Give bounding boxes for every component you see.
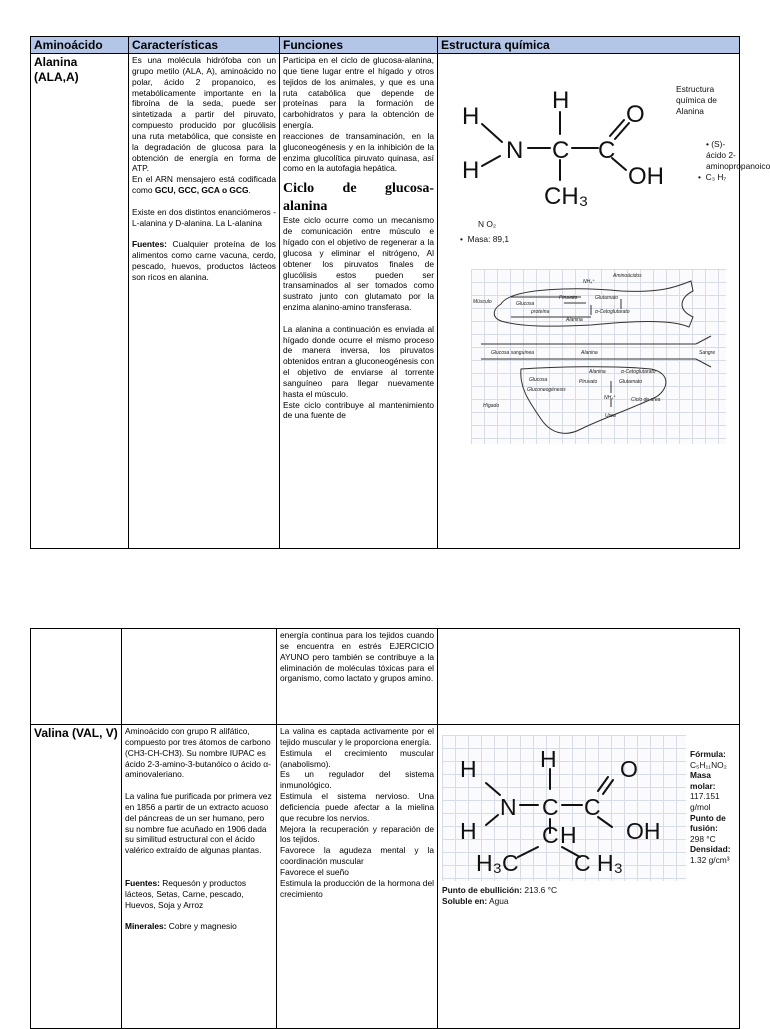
val-atom-h2: H — [540, 746, 557, 772]
valina-formula-value: C₅H₁₁NO₂ — [690, 759, 727, 770]
valina-densidad-label: Densidad: — [690, 844, 731, 855]
alanina-caract-p3: Existe en dos distintos enanciómeros - L-alanina y D-alanina. La L-alanina — [132, 206, 276, 228]
valina-densidad-value: 1.32 g/cm³ — [690, 854, 730, 865]
valina-minerales-label: Minerales: — [125, 921, 167, 932]
diag-musculo: Músculo — [473, 299, 492, 305]
ala-atom-c1: C — [552, 137, 570, 164]
valina-caract-p2: La valina fue purificada por primera vez en 1856 a partir de un extracto acuoso del páncreas de un ser humano, pero su nombre fue acuñado en 1906 dada su similitud estructural con el ácido valérico extraído de algunas plantas. — [125, 791, 272, 856]
valina-minerales — [125, 921, 273, 932]
val-atom-c1: C — [542, 794, 559, 820]
ala-atom-h3: H — [462, 157, 480, 184]
alanina-func-p3: Este ciclo ocurre como un mecanismo de comunicación entre músculo e hígado con el objetivo de regenerar a la glucosa y eliminar el nitrógeno, Al obtener los piruvatos finales de glucólisis estos pueden ser transaminados al ser tomados como sustrato junto con glutamato por la enzima alanino-amino transferasa. — [283, 215, 434, 313]
valina-ebullicion-value: 213.6 °C — [522, 885, 558, 895]
valina-soluble-label: Soluble en: — [442, 896, 488, 906]
diag-glucosa-2: Glucosa — [529, 377, 548, 383]
header-estructura: Estructura química — [438, 37, 740, 54]
diag-aminoacidos: Aminoácidos — [613, 273, 642, 279]
diag-glutamato-2: Glutamato — [619, 379, 643, 385]
valina-masa-value: 117.151 g/mol — [690, 791, 720, 812]
amino-table-alanina — [30, 36, 770, 549]
amino-table-valina — [30, 628, 740, 1029]
ala-atom-n: N — [506, 137, 524, 164]
cell-cont-caract — [122, 629, 277, 725]
diag-nh4-low: NH₄⁺ — [604, 395, 616, 401]
valina-func-line: Favorece la agudeza mental y la coordinación muscular — [280, 845, 434, 867]
ciclo-diagram — [471, 269, 726, 444]
valina-func-line: Estimula el sistema nervioso. Una deficiencia puede afectar a la mielina que recubre los nervios. — [280, 791, 434, 823]
diag-glutamato: Glutamato — [595, 295, 619, 301]
valina-ebullicion — [442, 885, 557, 896]
header-funciones: Funciones — [280, 37, 438, 54]
cell-cont-estructura — [438, 629, 740, 725]
alanina-arn-end: . — [248, 185, 251, 196]
val-atom-h3c: H₃C — [476, 850, 519, 876]
cell-cont-funciones — [277, 629, 438, 725]
alanina-structure-drawing — [452, 84, 674, 214]
valina-func-line: Estimula la producción de la hormona del crecimiento — [280, 877, 434, 899]
diag-ciclo-urea: Ciclo de urea — [631, 397, 661, 403]
alanina-arn-text: En el ARN mensajero está codificada como — [132, 174, 276, 196]
cell-alanina-name — [31, 54, 129, 549]
val-atom-h1: H — [460, 756, 477, 782]
cell-valina-name — [31, 725, 122, 1029]
cell-alanina-funciones — [280, 54, 438, 549]
valina-masa-label: Masa molar: — [690, 770, 716, 791]
alanina-func-p5: Este ciclo contribuye al mantenimiento de una fuente de — [283, 399, 434, 421]
cell-valina-caracteristicas — [122, 725, 277, 1029]
ala-atom-oh: OH — [628, 163, 664, 190]
val-atom-h3: H — [460, 818, 477, 844]
alanina-fuentes-text: Cualquier proteína de los alimentos como carne vacuna, cerdo, pescado, huevos, productos lácteos son ricos en alanina. — [132, 239, 276, 282]
valina-func-line: Es un regulador del sistema inmunológico. — [280, 769, 434, 791]
alanina-fuentes — [132, 239, 276, 282]
valina-caract-text — [122, 725, 276, 932]
valina-fusion-value: 298 °C — [690, 833, 716, 844]
alanina-func-p1: Participa en el ciclo de glucosa-alanina, que tiene lugar entre el hígado y otros tejidos de los animales, y que es una ruta catabólica que depende de proteínas para la formación de carbohidratos y para la obtención de energía. — [283, 55, 434, 131]
alanina-caract-text — [129, 54, 279, 283]
row-alanina — [31, 54, 740, 549]
diag-alanina-2: Alanina — [589, 369, 606, 375]
row-valina — [31, 725, 740, 1029]
alanina-caract-p1: Es una molécula hidrófoba con un grupo metilo (ALA, A), aminoácido no polar, ácido 2 propanoico, es metabólicamente importante en la fibroína de la seda, puede ser sintetizada a partir del piruvato, compuesto producido por glucólisis una ruta metabólica, que consiste en la degradación de glucosa para la obtención de energía en forma de ATP. — [132, 55, 276, 174]
valina-func-line: Favorece el sueño — [280, 866, 349, 877]
valina-ebullicion-label: Punto de ebullición: — [442, 885, 523, 895]
valina-structure-svg — [442, 735, 686, 881]
cell-alanina-estructura — [438, 54, 770, 549]
valina-func-line: Mejora la recuperación y reparación de los tejidos. — [280, 823, 434, 845]
valina-fusion-label: Punto de fusión: — [690, 812, 726, 834]
diag-nh4-top: NH₄⁺ — [583, 279, 595, 285]
ala-atom-h1: H — [462, 103, 480, 130]
diag-glucosa-1: Glucosa — [516, 301, 535, 307]
cell-valina-funciones — [277, 725, 438, 1029]
alanina-name-line2: (ALA,A) — [34, 70, 79, 84]
alanina-formula-b: N O₂ — [478, 219, 497, 229]
val-atom-ch3: C H₃ — [574, 850, 623, 876]
diag-piruvato-2: Piruvato — [579, 379, 598, 385]
valina-structure-drawing — [442, 735, 686, 881]
ala-atom-ch3: CH₃ — [544, 183, 589, 210]
ala-atom-o: O — [626, 101, 645, 128]
val-atom-oh: OH — [626, 818, 661, 844]
cell-cont-name — [31, 629, 122, 725]
alanina-func-p4: La alanina a continuación es enviada al hígado donde ocurre el mismo proceso de manera inversa, los piruvatos obtenidos entran a gluconeogénesis con el objetivo de enviarse al torrente sanguíneo para llegar nuevamente hasta el músculo. — [283, 323, 434, 399]
val-atom-c3: C — [542, 822, 559, 848]
alanina-func-p2: reacciones de transaminación, en la gluconeogénesis y en la inhibición de la enzima glucolítica piruvato quinasa, así como en la autofagia hepática. — [283, 130, 434, 174]
alanina-struct-note — [676, 84, 770, 183]
val-atom-n: N — [500, 794, 517, 820]
alanina-cont-text: energía continua para los tejidos cuando se encuentra en estrés EJERCICIO AYUNO pero también se contribuye a la eliminación de moléculas tóxicas para el organismo, como lactato y grupos amino. — [280, 630, 434, 684]
diag-proteina: proteína — [531, 309, 550, 315]
alanina-func-text — [280, 54, 437, 421]
val-atom-o: O — [620, 756, 638, 782]
valina-fuentes-label: Fuentes: — [125, 877, 160, 888]
ala-atom-c2: C — [598, 137, 616, 164]
table-header-row — [31, 37, 740, 54]
alanina-codons: GCU, GCC, GCA o GCG — [154, 185, 249, 196]
ciclo-title: Ciclo de glucosa- — [283, 181, 434, 197]
alanina-name — [31, 54, 128, 86]
alanina-iupac: (S)-ácido 2-aminopropanoico — [706, 139, 770, 171]
row-alanina-cont — [31, 629, 740, 725]
valina-name: Valina (VAL, V) — [34, 726, 118, 740]
diag-sangre: Sangre — [699, 350, 716, 356]
alanina-name-line1: Alanina — [34, 55, 78, 69]
header-aminoacido: Aminoácido — [31, 37, 129, 54]
diag-ceto-2: α-Cetoglutarato — [621, 369, 656, 375]
diag-urea: Urea — [605, 413, 616, 419]
cell-alanina-caracteristicas — [129, 54, 280, 549]
valina-props — [690, 749, 738, 866]
cell-valina-estructura — [438, 725, 740, 1029]
ciclo-title-2: alanina — [283, 199, 328, 215]
diag-alanina-1: Alanina — [566, 317, 583, 323]
diag-higado: Hígado — [483, 403, 500, 409]
diag-alanina-sanguinea: Alanina — [581, 350, 598, 356]
valina-soluble-value: Agua — [487, 896, 509, 906]
alanina-formula-bullet: • C₃ H₇ — [698, 172, 727, 182]
alanina-caract-p2 — [132, 174, 276, 196]
valina-fuentes — [125, 878, 273, 911]
valina-func-list — [277, 725, 437, 900]
valina-minerales-text: Cobre y magnesio — [166, 921, 237, 932]
valina-formula-label: Fórmula: — [690, 749, 726, 759]
diag-piruvato: Piruvato — [559, 295, 578, 301]
alanina-fuentes-label: Fuentes: — [132, 239, 167, 250]
diag-gluconeogenesis: Gluconeogénesis — [527, 387, 566, 393]
alanina-formula-a: C₃ H₇ — [705, 172, 727, 182]
valina-func-line: La valina es captada activamente por el tejido muscular y le proporciona energía. — [280, 726, 434, 747]
diag-ceto: α-Cetoglutarato — [595, 309, 630, 315]
ala-atom-h2: H — [552, 87, 570, 114]
header-caracteristicas: Características — [129, 37, 280, 54]
alanina-masa-bullet: • Masa: 89,1 — [460, 234, 510, 244]
valina-fuentes-text: Requesón y productos lácteos, Setas, Carne, pescado, Huevos, Soja y Arroz — [125, 877, 247, 910]
alanina-iupac-bullet: • (S)-ácido 2-aminopropanoico — [706, 139, 770, 171]
valina-caract-p1: Aminoácido con grupo R alifático, compuesto por tres átomos de carbono (CH3-CH-CH3). Su nombre IUPAC es ácido 2-3-amino-3-butanóico o ácido α-aminovaleriano. — [125, 726, 271, 780]
valina-soluble — [442, 896, 509, 907]
alanina-struct-note-title: Estructura química de Alanina — [676, 84, 717, 116]
valina-func-line: Estimula el crecimiento muscular (anabolismo). — [280, 747, 434, 769]
val-atom-h4: H — [560, 822, 577, 848]
diag-glucosa-sanguinea: Glucosa sanguínea — [491, 350, 535, 356]
ciclo-diagram-svg — [471, 269, 726, 444]
alanina-masa: Masa: 89,1 — [467, 234, 510, 244]
val-atom-c2: C — [584, 794, 601, 820]
